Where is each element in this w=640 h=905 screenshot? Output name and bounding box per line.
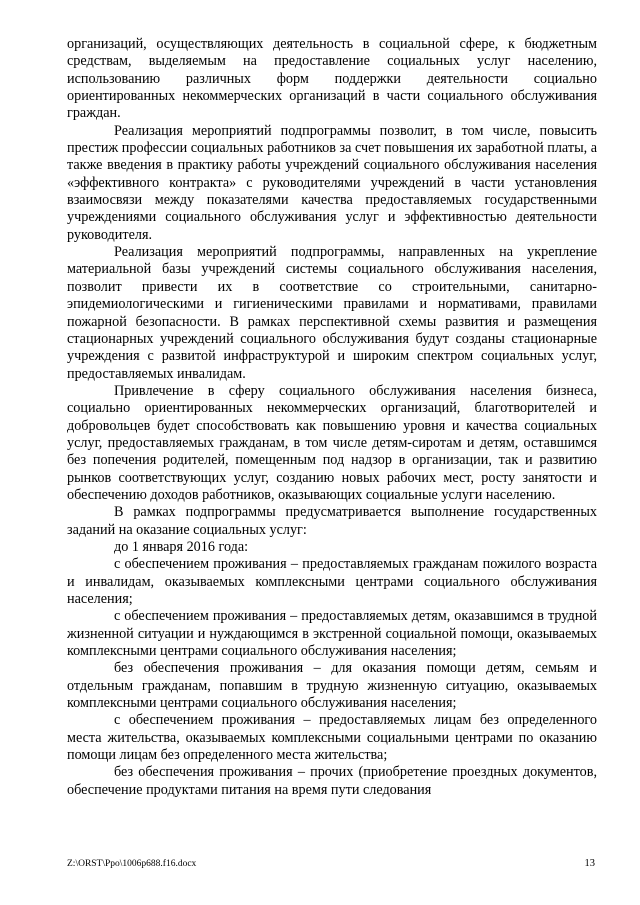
list-item: с обеспечением проживания – предоставляемых детям, оказавшимся в трудной жизненной ситуации и нуждающимся в экстренной социальной помощи, оказываемых комплексными центрами социального обслуживания населения; <box>67 608 597 660</box>
list-item: с обеспечением проживания – предоставляемых гражданам пожилого возраста и инвалидам, оказываемых комплексными центрами социального обслуживания населения; <box>67 556 597 607</box>
paragraph: Привлечение в сферу социального обслуживания населения бизнеса, социально ориентированных некоммерческих организаций, благотворителей и добровольцев будет способствовать как повышению уровня и качества социальных услуг, предоставляемых гражданам, в том числе детям-сиротам и детям, оставшимся без попечения родителей, помещенным под надзор в организации, так и развитию рынков соответствующих услуг, созданию новых рабочих мест, росту занятости и обеспечению доходов работников, оказывающих социальные услуги населению. <box>67 382 597 503</box>
list-item: с обеспечением проживания – предоставляемых лицам без определенного места жительства, оказываемых комплексными социальными центрами по оказанию помощи лицам без определенного места жительства; <box>67 712 597 764</box>
body-text <box>67 36 597 799</box>
page-number: 13 <box>584 858 595 869</box>
paragraph: Реализация мероприятий подпрограммы позволит, в том числе, повысить престиж профессии социальных работников за счет повышения их заработной платы, а также введения в практику работы учреждений социального обслуживания населения «эффективного контракта» с руководителями учреждений в части установления взаимосвязи между показателями качества предоставляемых государственными учреждениями социального обслуживания услуг и эффективностью деятельности руководителя. <box>67 122 597 243</box>
list-item: без обеспечения проживания – для оказания помощи детям, семьям и отдельным гражданам, попавшим в трудную жизненную ситуацию, оказываемых комплексными центрами социального обслуживания населения; <box>67 660 597 712</box>
footer-file-path: Z:\ORST\Ppo\1006p688.f16.docx <box>67 859 197 869</box>
paragraph: до 1 января 2016 года: <box>114 538 249 555</box>
paragraph-continuation: организаций, осуществляющих деятельность в социальной сфере, к бюджетным средствам, выделяемым на предоставление социальных услуг населению, использованию различных форм поддержки деятельности социально ориентированных некоммерческих организаций в части социального обслуживания граждан. <box>67 36 597 122</box>
list-item: без обеспечения проживания – прочих (приобретение проездных документов, обеспечение продуктами питания на время пути следования <box>67 764 597 798</box>
paragraph: В рамках подпрограммы предусматривается выполнение государственных заданий на оказание социальных услуг: <box>67 504 597 538</box>
paragraph: Реализация мероприятий подпрограммы, направленных на укрепление материальной базы учреждений системы социального обслуживания населения, позволит привести их в соответствие со строительными, санитарно-эпидемиологическими и гигиеническими правилами и нормативами, правилами пожарной безопасности. В рамках перспективной схемы развития и размещения стационарных учреждений социального обслуживания будут созданы стационарные учреждения с развитой инфраструктурой и широким спектром социальных услуг, предоставляемых инвалидам. <box>67 244 597 382</box>
